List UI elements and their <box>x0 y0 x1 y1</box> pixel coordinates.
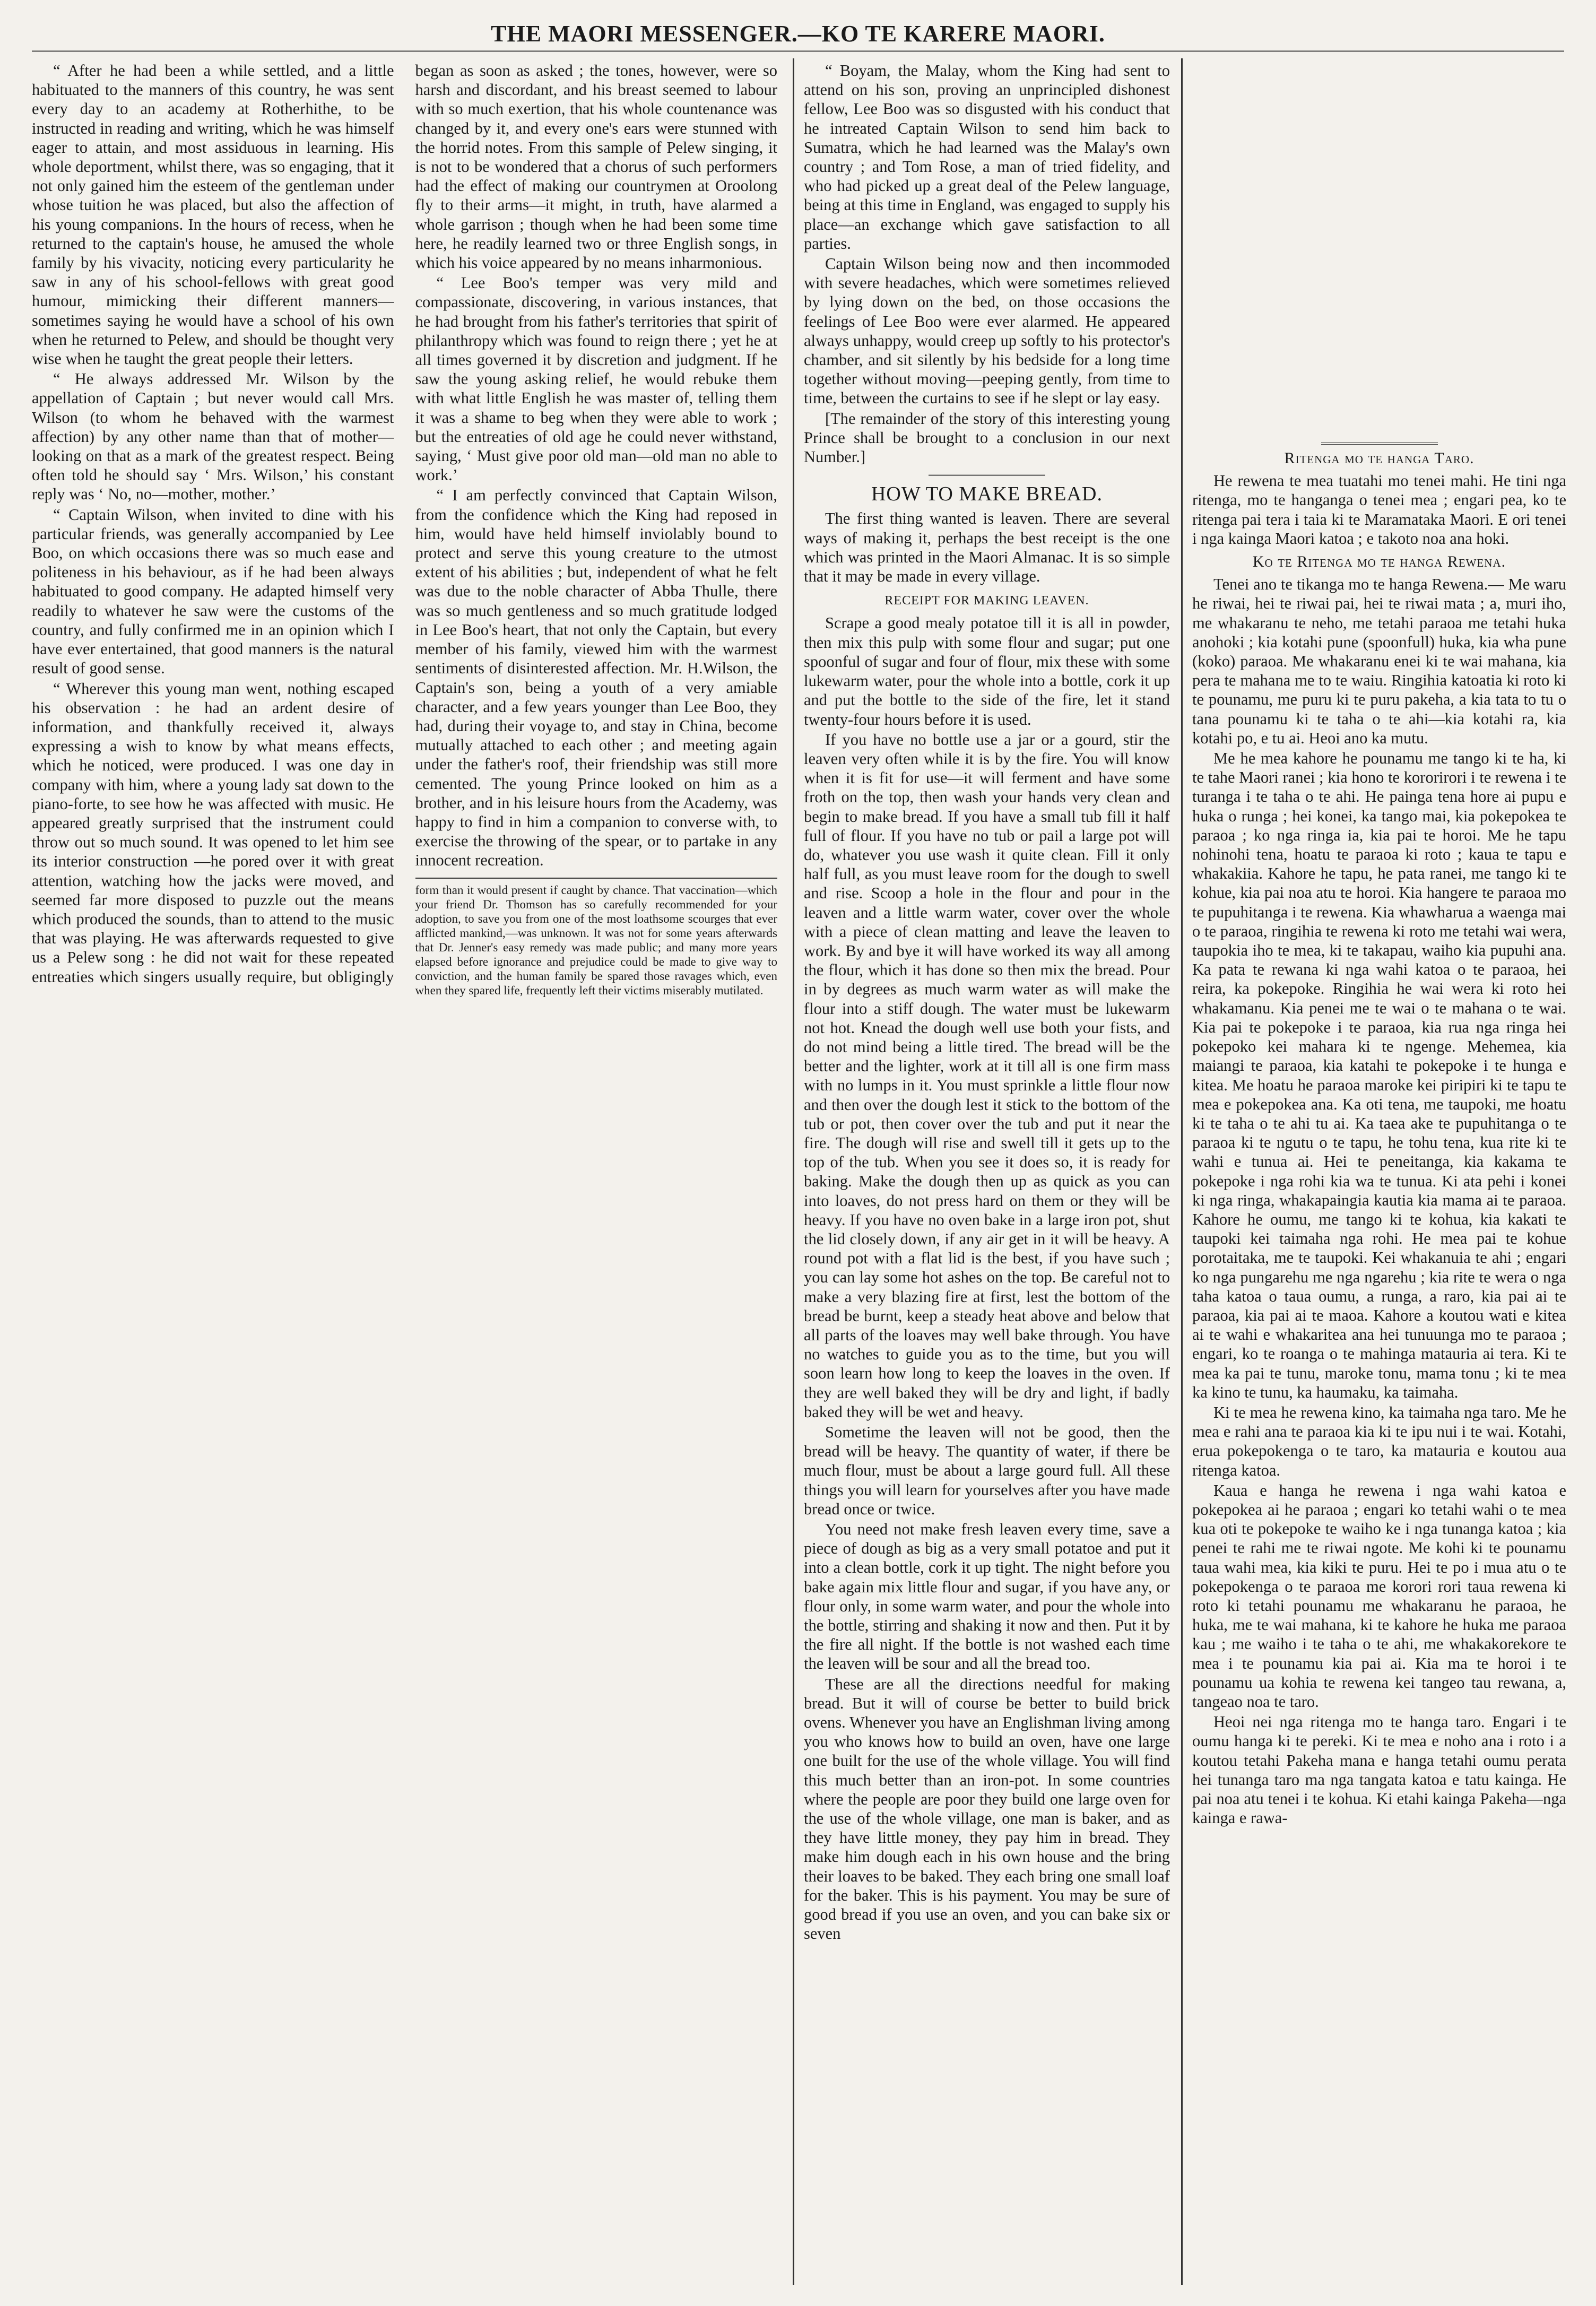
masthead: THE MAORI MESSENGER.—KO TE KARERE MAORI. <box>32 20 1564 52</box>
paragraph: Ki te mea he rewena kino, ka taimaha nga taro. Me he mea e rahi ana te paraoa kia ki te ipu nui i te wai. Kotahi, erua pokepokenga o te taro, ka matauria e koutou aua ritenga katoa. <box>1192 1403 1566 1479</box>
leaven-heading: RECEIPT FOR MAKING LEAVEN. <box>884 594 1089 608</box>
maori-bread-heading: Ritenga mo te hanga Taro. <box>1284 449 1474 467</box>
paragraph: If you have no bottle use a jar or a gourd, stir the leaven very often while it is by the fire. You will know when it is fit for use—it will ferment and have some froth on the top, then wash your hands very clean and begin to make bread. If you have a small tub fill it half full of flour. If you have no tub or pail a large pot will do, whatever you use wash it quite clean. Fill it only half full, as you must leave room for the dough to swell and rise. Scoop a hole in the flour and pour in the leaven and a little warm water, cover over the whole with a piece of clean matting and leave the leaven to work. By and bye it will have worked its way all among the flour, which it has done so then mix the bread. Pour in by degrees as much warm water as will make the flour into a stiff dough. The water must be lukewarm not hot. Knead the dough well use both your fists, and do not mind being a little tired. The bread will be the better and the lighter, work at it till all is one firm mass with no lumps in it. You must sprinkle a little flour now and then over the dough lest it stick to the bottom of the tub or pot, then cover over the tub and put it near the fire. The dough will rise and swell till it gets up to the top of the tub. When you see it does so, it is ready for baking. Make the dough then up as quick as you can into loaves, do not press hard on them or they will be heavy. If you have no oven bake in a large iron pot, shut the lid closely down, if any air get in it will be heavy. A round pot with a flat lid is the best, if you have such ; you can lay some hot ashes on the top. Be careful not to make a very blazing fire at first, lest the bottom of the bread be burnt, keep a steady heat above and below that all parts of the loaves may well bake through. You have no watches to guide you as to the time, but you will soon learn how long to keep the loaves in the oven. If they are well baked they will be dry and light, if badly baked they will be wet and heavy. <box>804 730 1170 1421</box>
footnote-text: form than it would present if caught by chance. That vaccination—which your friend Dr. Thomson has so carefully recommended for your adoption, to save you from one of the most loathsome scourges that ever afflicted mankind,—was unknown. It was not for some years afterwards that Dr. Jenner's easy remedy was made public; and many more years elapsed before ignorance and prejudice could be made to give way to conviction, and the human family be spared those ravages which, even when they spared life, frequently left their victims miserably mutilated. <box>415 883 777 997</box>
column-rule <box>1181 58 1183 2285</box>
section-rule <box>929 474 1045 476</box>
paragraph: The first thing wanted is leaven. There are several ways of making it, perhaps the best receipt is the one which was printed in the Maori Almanac. It is so simple that it may be made in every village. <box>804 509 1170 586</box>
paragraph: These are all the directions needful for making bread. But it will of course be better to build brick ovens. Whenever you have an Englishman living among you who knows how to build an oven, have one large one built for the use of the whole village. You will find this much better than an iron-pot. In some countries where the people are poor they build one large oven for the use of the whole village, one man is baker, and as they have little money, they pay him in bread. They make him dough each in his own house and the bring their loaves to be baked. They each bring one small loaf for the baker. This is his payment. You may be sure of good bread if you use an oven, and you can bake six or seven <box>804 1675 1170 1943</box>
maori-leaven-heading: Ko te Ritenga mo te hanga Rewena. <box>1252 553 1506 571</box>
paragraph: “ He always addressed Mr. Wilson by the appellation of Captain ; but never would call Mrs. Wilson (to whom he behaved with the warmest affection) by any other name than that of mother—looking on that as a mark of the greatest respect. Being often told he should say ‘ Mrs. Wilson,’ his constant reply was ‘ No, no—mother, mother.’ <box>32 370 394 504</box>
section-rule <box>1321 443 1438 445</box>
paragraph: Kaua e hanga he rewena i nga wahi katoa e pokepokea ai he paraoa ; engari ko tetahi wahi o te mea kua oti te pokepoke te waiho ke i nga tunanga katoa ; kia penei te rahi me te riwai ngote. Me kohi ki te pounamu taua wahi mea, kia kiki te puru. Hei te po i mua atu o te pokepokenga o te paraoa me korori rori taua rewena ki roto ki tetahi pounamu me whakaranu he paraoa, he huka, me te wai mahana, ki te kahore he huka me paraoa kau ; me waiho i te taha o te ahi, me whakakorekore te mea i te pounamu kia pai ai. Kia ma te horoi i te pounamu ua kohia te rewena kei tangeo tau rewana, a, tangeao noa te taro. <box>1192 1481 1566 1711</box>
paragraph: Heoi nei nga ritenga mo te hanga taro. Engari i te oumu hanga ki te pereki. Ki te mea e noho ana i roto i a koutou tetahi Pakeha mana e hanga tetahi oumu perata hei tunanga taro ma nga tangata katoa e tatu kainga. He pai noa atu tenei i te kohua. Ki etahi kainga Pakeha—nga kainga e rawa- <box>1192 1713 1566 1827</box>
paragraph: “ I am perfectly convinced that Captain Wilson, from the confidence which the King had reposed in him, would have held himself inviolably bound to protect and serve this young creature to the utmost extent of his abilities ; but, independent of what he felt was due to the noble character of Abba Thulle, there was so much gentleness and so much gratitude lodged in Lee Boo's heart, that not only the Captain, but every member of his family, viewed him with the warmest sentiments of disinterested affection. Mr. H.Wilson, the Captain's son, being a youth of a very amiable character, and a few years younger than Lee Boo, they had, during their voyage to, and stay in China, become mutually attached to each other ; and meeting again under the father's roof, their friendship was still more cemented. The young Prince looked on him as a brother, and in his leisure hours from the Academy, was happy to find in him a companion to converse with, to exercise the throwing of the spear, or to partake in any innocent recreation. <box>415 486 777 870</box>
footnote <box>415 883 778 998</box>
paragraph: “ After he had been a while settled, and a little habituated to the manners of this country, he was sent every day to an academy at Rotherhithe, to be instructed in reading and writing, which he was himself eager to attain, and most assiduous in learning. His whole deportment, whilst there, was so engaging, that it not only gained him the esteem of the gentleman under whose tuition he was placed, but also the affection of his young companions. In the hours of recess, when he returned to the captain's house, he amused the whole family by his vivacity, noticing every particularity he saw in any of his school-fellows with great good humour, mimicking their different manners—sometimes saying he would have a school of his own when he returned to Pelew, and should be thought very wise when he taught the great people their letters. <box>32 62 394 368</box>
bread-heading: HOW TO MAKE BREAD. <box>871 483 1103 506</box>
paragraph: Scrape a good mealy potatoe till it is all in powder, then mix this pulp with some flour and sugar; put one spoonful of sugar and four of flour, mix these with some lukewarm water, pour the whole into a bottle, cork it up and put the bottle to the side of the fire, let it stand twenty-four hours before it is used. <box>804 614 1170 729</box>
paragraph: “ Captain Wilson, when invited to dine with his particular friends, was generally accompanied by Lee Boo, on which occasions there was so much ease and politeness in his behaviour, as if he had been always habituated to good company. He adapted himself very readily to whatever he saw were the customs of the country, and fully confirmed me in an opinion which I have ever entertained, that good manners is the natural result of good sense. <box>32 505 394 678</box>
column-right <box>1192 435 1566 2285</box>
paragraph: Sometime the leaven will not be good, then the bread will be heavy. The quantity of water, if there be much flour, must be about a large gourd full. All these things you will learn for yourselves after you have made bread once or twice. <box>804 1423 1170 1518</box>
column-left <box>32 61 777 2285</box>
paragraph: Captain Wilson being now and then incommoded with severe headaches, which were sometimes relieved by lying down on the bed, on those occasions the feelings of Lee Boo were ever alarmed. He appeared always unhappy, would creep up softly to his protector's chamber, and sit silently by his bedside for a long time together without moving—peeping gently, from time to time, between the curtains to see if he slept or lay easy. <box>804 255 1170 408</box>
paragraph: “ Lee Boo's temper was very mild and compassionate, discovering, in various instances, that he had brought from his father's territories that spirit of philanthropy which was found to reign there ; yet he at all times governed it by discretion and judgment. If he saw the young asking relief, he would rebuke them with what little English he was master of, telling them it was a shame to beg when they were able to work ; but the entreaties of old age he could never withstand, saying, ‘ Must give poor old man—old man no able to work.’ <box>415 274 777 484</box>
paragraph: Tenei ano te tikanga mo te hanga Rewena.— Me waru he riwai, hei te riwai pai, hei te riwai mata ; a, muri iho, me whakaranu te neho, me tetahi paraoa me tetahi huka anohoki ; kia kotahi pune (spoonfull) huka, kia wha pune (koko) paraoa. Me whakaranu enei ki te wai mahana, kia pera te mahana me to te waiu. Ringihia katoatia ki roto ki te pounamu, me puru ki te puru pakeha, a kia tata to tu o tana pounamu ki te taha o te ahi—kia kotahi ra, kia kotahi po, e tu ai. Heoi ano ka mutu. <box>1192 575 1566 747</box>
paragraph: You need not make fresh leaven every time, save a piece of dough as big as a very small potatoe and put it into a clean bottle, cork it up tight. The night before you bake again mix little flour and sugar, if you have any, or flour only, in some warm water, and pour the whole into the bottle, stirring and shaking it now and then. Put it by the fire all night. If the bottle is not washed each time the leaven will be sour and all the bread too. <box>804 1520 1170 1673</box>
footnote-divider <box>415 878 778 879</box>
column-rule <box>793 58 794 2285</box>
paragraph: “ Boyam, the Malay, whom the King had sent to attend on his son, proving an unprincipled dishonest fellow, Lee Boo was so disgusted with his conduct that he intreated Captain Wilson to send him back to Sumatra, which he had learned was the Malay's own country ; and Tom Rose, a man of tried fidelity, and who had picked up a great deal of the Pelew language, being at this time in England, was engaged to supply his place—an exchange which gave satisfaction to all parties. <box>804 62 1170 253</box>
paragraph: [The remainder of the story of this interesting young Prince shall be brought to a conclusion in our next Number.] <box>804 409 1170 466</box>
paragraph: Me he mea kahore he pounamu me tango ki te ha, ki te tahe Maori ranei ; kia hono te kororirori i te rewena i te turanga i te taha o te ahi. He painga tena hore ai pupu e huka o runga ; hei konei, ka tango mai, kia pokepokea te paraoa ; ko nga ringa ia, kia pai te horoi. Me he tapu nohinohi tena, hoatu te paraoa ki roto ; kaua te tapu e whakakiia. Kahore he tapu, he pata ranei, me tango ki te kohue, kia pai noa atu te horoi. Kia hangere te paraoa mo te pupuhitanga i te rewena. Kia whawharua a waenga mai o te paraoa, ringihia te rewena ki roto me tetahi wai wera, taupokia iho te mea, ki te takapau, waiho kia pupuhi ana. Ka pata te rewana ki nga wahi katoa o te paraoa, hei reira, ka pokepoke. Ringihia he wai wera ki roto hei whakamanu. Kia penei me te wai o te mahana o te wai. Kia pai te pokepoke i te paraoa, kia rua nga ringa hei pokepoko kei mahara ki te ngenge. Mehemea, kia maiangi te paraoa, kia katahi te pokepoke i te hunga e kitea. Me hoatu he paraoa maroke kei piripiri ki te tapu te mea e pokepokea ana. Ka oti tena, me taupoki, me hoatu ki te taha o te ahi tu ai. Ka taea ake te pupuhitanga o te paraoa ki te ngutu o te tapu, he tohu tena, kua rite ki te wahi e tunua ai. Hei te peneitanga, kia kakama te pokepoke i nga rohi kia wa te tunua. Ki ata pehi i konei ki nga ringa, whakapaingia kautia kia mama ai te paraoa. Kahore he oumu, me tango ki te kohua, kia kakati te taupoki kei taimaha nga rohi. He mea pai te kohue porotaitaka, me te taupoki. Kei whakanuia te ahi ; engari ko nga pungarehu me nga ngarehu ; kia rite te wera o nga taha katoa o taua oumu, a runga, a raro, kia pai ai te paraoa, kia pai ai te maoa. Kahore a koutou wati e kitea ai te wahi e whakaritea ana hei tunuunga mo te paraoa ; engari, ko te roanga o te mahinga matauria ai tera. Ki te mea ka pai te tunu, maroke tonu, mama tonu ; ki te mea ka kino te tunu, ka haumaku, ka taimaha. <box>1192 749 1566 1401</box>
column-middle <box>804 61 1170 2285</box>
paragraph: “ Wherever this young man went, nothing escaped his observation : he had an ardent desire of information, and thankfully received it, always expressing a wish to know by what means effects, which he noticed, were produced. I was one day in company with him, where a young lady sat down to the piano-forte, to see how he was affected with music. He appeared greatly surprised that the instrument could throw out so much sound. It was opened to let him see its interior construction —he pored over it with great attention, watching how the jacks were moved, and seemed far more disposed to puzzle out the means which produced the sounds, than to attend to the music that was playing. He was afterwards requested to give us a Pelew song : he did not wait for these repeated entreaties which singers usually require, but obligingly began as soon as asked ; the tones, however, were so harsh and discordant, and his breast seemed to labour with so much exertion, that his whole countenance was changed by it, and every one's ears were stunned with the horrid notes. From this sample of Pelew singing, it is not to be wondered that a chorus of such performers had the effect of making our countrymen at Oroolong fly to their arms—it might, in truth, have alarmed a whole garrison ; though when he had been some time here, he readily learned two or three English songs, in which his voice appeared by no means inharmonious. <box>32 62 777 986</box>
paragraph: He rewena te mea tuatahi mo tenei mahi. He tini nga ritenga, mo te hanganga o tenei mea ; engari pea, ko te ritenga pai tera i taia ki te Maramataka Maori. E ori tenei i nga kainga Maori katoa ; e takoto noa ana hoki. <box>1192 472 1566 548</box>
